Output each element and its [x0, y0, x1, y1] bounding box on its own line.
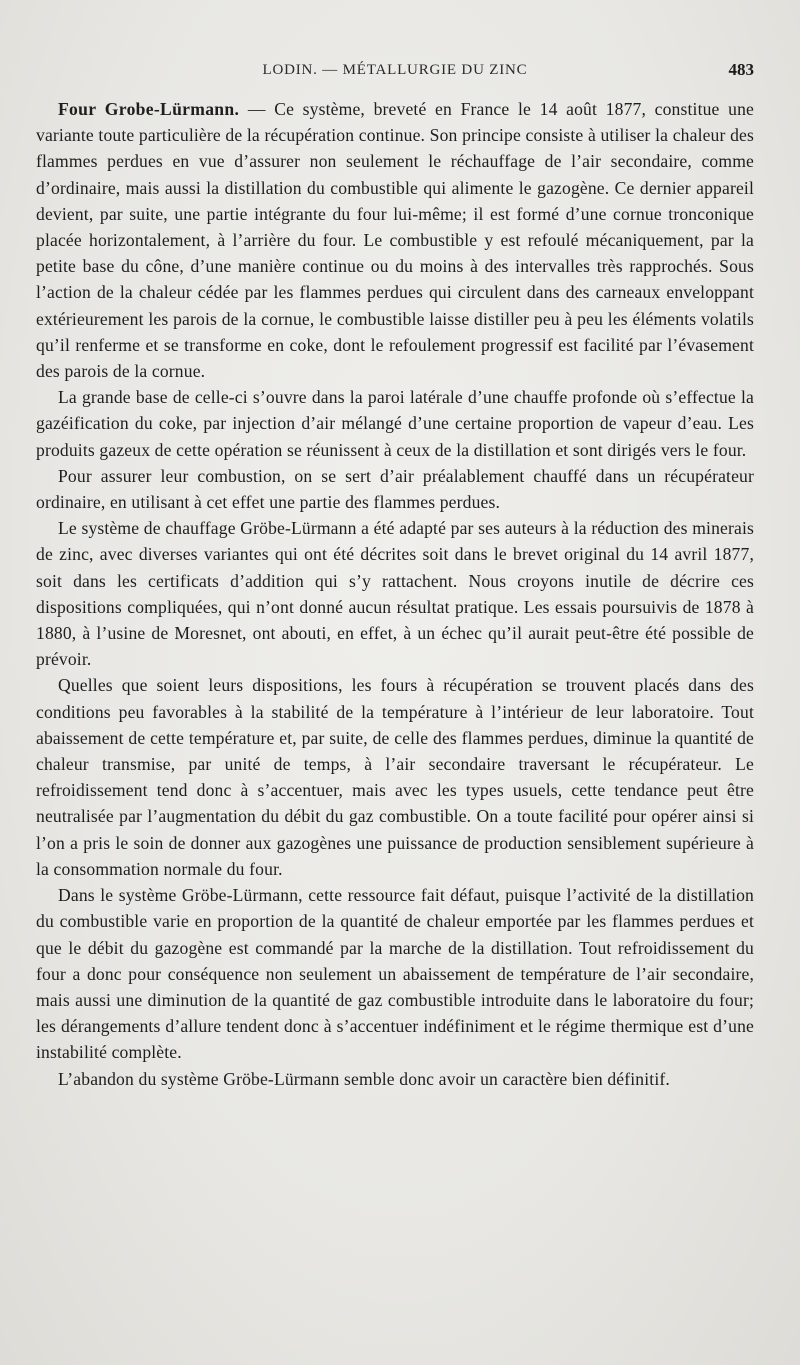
body-text	[36, 96, 754, 1092]
paragraph-3: Pour assurer leur combustion, on se sert d’air préalablement chauffé dans un récupérateur ordinaire, en utilisant à cet effet une partie des flammes perdues.	[36, 465, 754, 513]
paragraph-7: L’abandon du système Gröbe-Lürmann semble donc avoir un caractère bien définitif.	[58, 1068, 670, 1089]
paragraph-6: Dans le système Gröbe-Lürmann, cette ressource fait défaut, puisque l’activité de la distillation du combustible varie en proportion de la quantité de chaleur emportée par les flammes perdues et que le débit du gazogène est commandé par la marche de la distillation. Tout refroidissement du four a donc pour conséquence non seulement un abaissement de température de l’air secondaire, mais aussi une diminution de la quantité de gaz combustible introduite dans le laboratoire du four; les dérangements d’allure tendent donc à s’accentuer indéfiniment et le régime thermique est d’une instabilité complète.	[36, 885, 754, 1063]
paragraph-5: Quelles que soient leurs dispositions, les fours à récupération se trouvent placés dans des conditions peu favorables à la stabilité de la température à l’intérieur de leur laboratoire. Tout abaissement de cette température et, par suite, de celle des flammes perdues, diminue la quantité de chaleur transmise, par unité de temps, à l’air secondaire traversant le récupérateur. Le refroidissement tend donc à s’accentuer, mais avec les types usuels, cette tendance peut être neutralisée par l’augmentation du débit du gaz combustible. On a toute facilité pour opérer ainsi si l’on a pris le soin de donner aux gazogènes une puissance de production sensiblement supérieure à la consommation normale du four.	[36, 675, 754, 879]
running-title: LODIN. — MÉTALLURGIE DU ZINC	[262, 62, 528, 78]
running-head	[36, 58, 754, 86]
paragraph-4: Le système de chauffage Gröbe-Lürmann a été adapté par ses auteurs à la réduction des minerais de zinc, avec diverses variantes qui ont été décrites soit dans le brevet original du 14 avril 1877, soit dans les certificats d’addition qui s’y rattachent. Nous croyons inutile de décrire ces dispositions compliquées, qui n’ont donné aucun résultat pratique. Les essais poursuivis de 1878 à 1880, à l’usine de Moresnet, ont abouti, en effet, à un échec qu’il aurait peut-être été possible de prévoir.	[36, 518, 754, 670]
paragraph-1-text: — Ce système, breveté en France le 14 août 1877, constitue une variante toute particulière de la récupération continue. Son principe consiste à utiliser la chaleur des flammes perdues en vue d’assurer non seulement le réchauffage de l’air secondaire, comme d’ordinaire, mais aussi la distillation du combustible qui alimente le gazogène. Ce dernier appareil devient, par suite, une partie intégrante du four lui-même; il est formé d’une cornue tronconique placée horizontalement, à l’arrière du four. Le combustible y est refoulé mécaniquement, par la petite base du cône, d’une manière continue ou du moins à des intervalles très rapprochés. Sous l’action de la chaleur cédée par les flammes perdues qui circulent dans des carneaux enveloppant extérieurement les parois de la cornue, le combustible laisse distiller peu à peu les éléments volatils qu’il renferme et se transforme en coke, dont le refoulement progressif est facilité par l’évasement des parois de la cornue.	[36, 99, 755, 382]
section-heading: Four Grobe-Lürmann.	[58, 99, 240, 119]
paragraph-2: La grande base de celle-ci s’ouvre dans la paroi latérale d’une chauffe profonde où s’effectue la gazéification du coke, par injection d’air mélangé d’une certaine proportion de vapeur d’eau. Les produits gazeux de cette opération se réunissent à ceux de la distillation et sont dirigés vers le four.	[36, 387, 754, 460]
page-number: 483	[728, 60, 754, 79]
paragraph-1	[36, 96, 754, 384]
